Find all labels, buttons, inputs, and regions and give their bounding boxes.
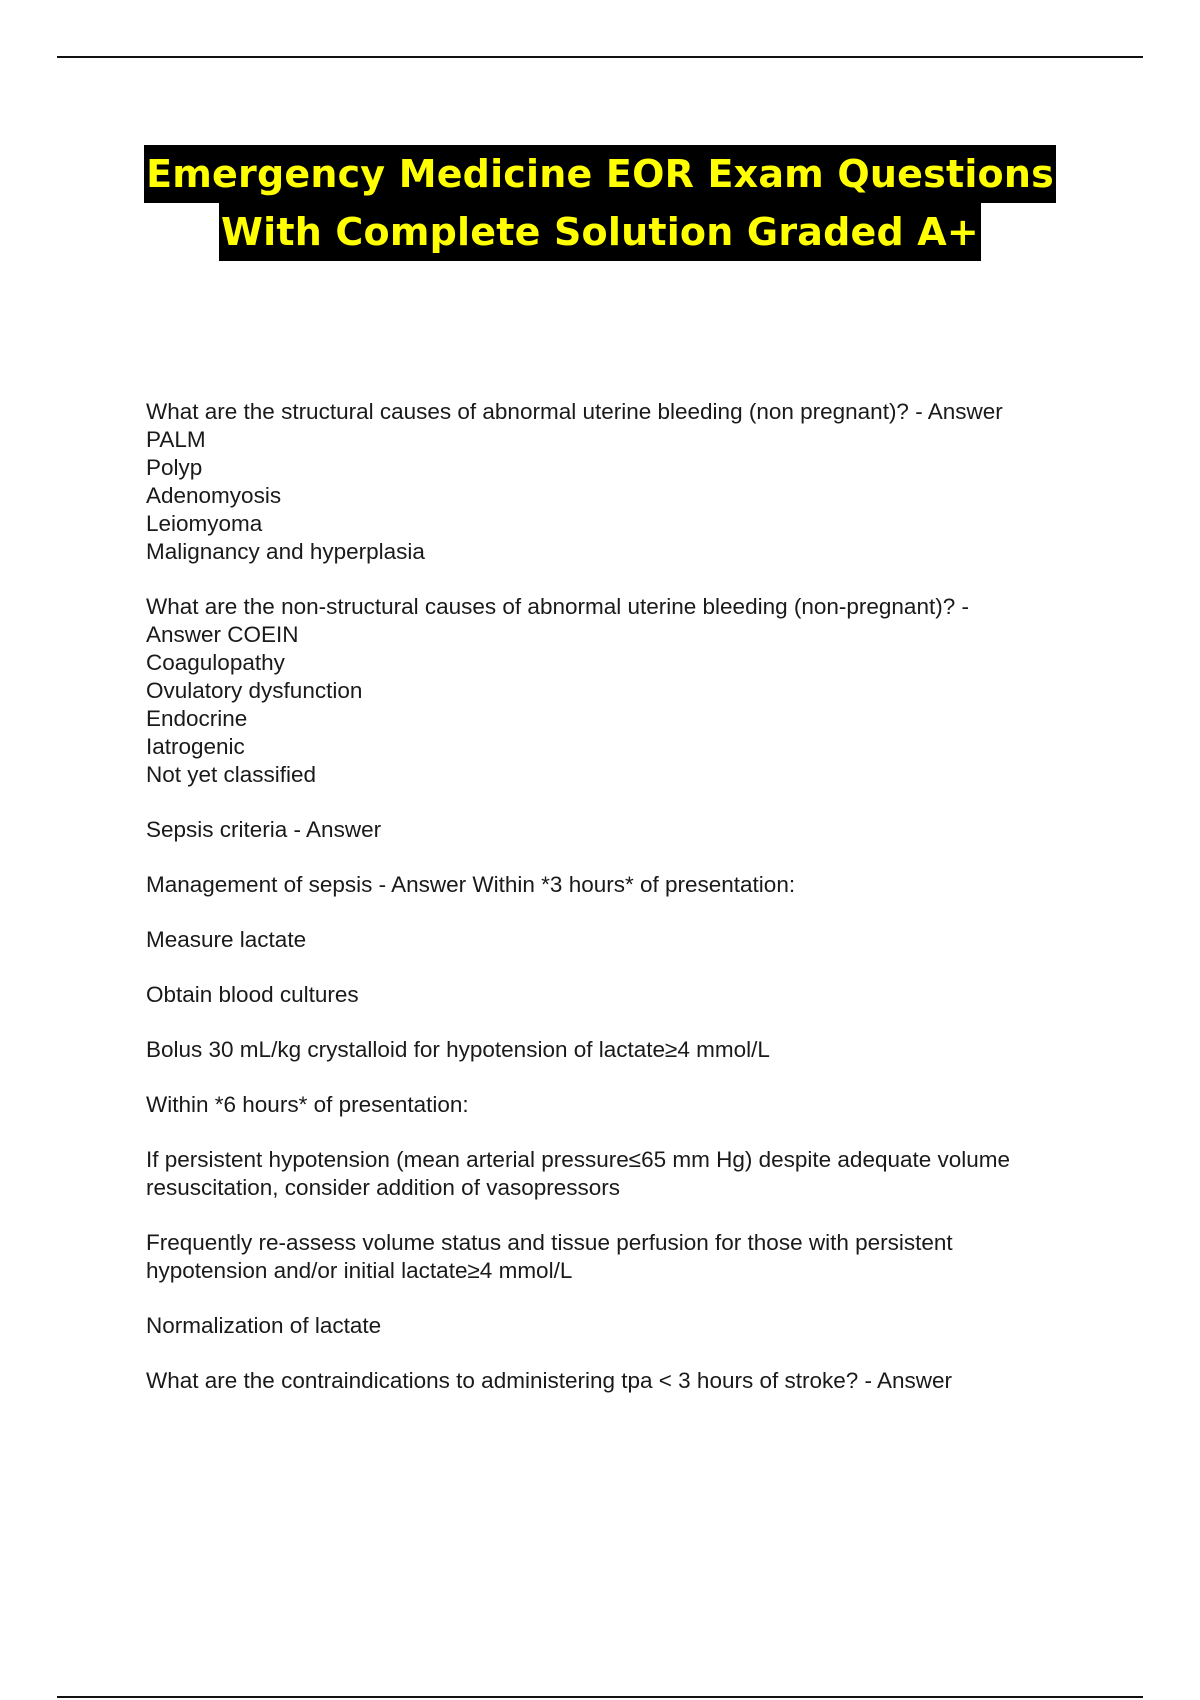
text-line: Endocrine bbox=[146, 706, 248, 731]
text-line: What are the structural causes of abnormal uterine bleeding (non pregnant)? - Answer bbox=[146, 399, 1003, 424]
qa-paragraph bbox=[146, 981, 1106, 1009]
header-rule bbox=[57, 56, 1143, 58]
qa-paragraph bbox=[146, 398, 1106, 566]
title-line-2: With Complete Solution Graded A+ bbox=[219, 203, 981, 261]
text-line: Adenomyosis bbox=[146, 483, 282, 508]
text-line: PALM bbox=[146, 427, 206, 452]
qa-paragraph bbox=[146, 1091, 1106, 1119]
text-line: Answer COEIN bbox=[146, 622, 299, 647]
qa-paragraph bbox=[146, 1146, 1106, 1202]
qa-paragraph bbox=[146, 926, 1106, 954]
text-line: If persistent hypotension (mean arterial pressure≤65 mm Hg) despite adequate volume bbox=[146, 1147, 1011, 1172]
qa-paragraph bbox=[146, 1229, 1106, 1285]
text-line: Ovulatory dysfunction bbox=[146, 678, 363, 703]
qa-paragraph bbox=[146, 593, 1106, 789]
text-line: Normalization of lactate bbox=[146, 1313, 382, 1338]
text-line: Measure lactate bbox=[146, 927, 307, 952]
text-line: Malignancy and hyperplasia bbox=[146, 539, 425, 564]
text-line: Bolus 30 mL/kg crystalloid for hypotension of lactate≥4 mmol/L bbox=[146, 1037, 770, 1062]
text-line: Sepsis criteria - Answer bbox=[146, 817, 382, 842]
qa-paragraph bbox=[146, 1367, 1106, 1395]
text-line: Coagulopathy bbox=[146, 650, 285, 675]
text-line: resuscitation, consider addition of vasopressors bbox=[146, 1175, 620, 1200]
text-line: hypotension and/or initial lactate≥4 mmol/L bbox=[146, 1258, 573, 1283]
qa-paragraph bbox=[146, 1312, 1106, 1340]
title-line-1: Emergency Medicine EOR Exam Questions bbox=[144, 145, 1056, 203]
document-body bbox=[146, 398, 1106, 1422]
document-title bbox=[0, 145, 1200, 261]
qa-paragraph bbox=[146, 871, 1106, 899]
text-line: Frequently re-assess volume status and tissue perfusion for those with persistent bbox=[146, 1230, 953, 1255]
qa-paragraph bbox=[146, 816, 1106, 844]
text-line: Not yet classified bbox=[146, 762, 317, 787]
text-line: Leiomyoma bbox=[146, 511, 263, 536]
text-line: What are the contraindications to administering tpa < 3 hours of stroke? - Answer bbox=[146, 1368, 953, 1393]
qa-paragraph bbox=[146, 1036, 1106, 1064]
text-line: Polyp bbox=[146, 455, 203, 480]
text-line: Within *6 hours* of presentation: bbox=[146, 1092, 469, 1117]
text-line: Management of sepsis - Answer Within *3 hours* of presentation: bbox=[146, 872, 796, 897]
footer-rule bbox=[57, 1696, 1143, 1698]
text-line: Iatrogenic bbox=[146, 734, 245, 759]
text-line: Obtain blood cultures bbox=[146, 982, 359, 1007]
text-line: What are the non-structural causes of abnormal uterine bleeding (non-pregnant)? - bbox=[146, 594, 969, 619]
